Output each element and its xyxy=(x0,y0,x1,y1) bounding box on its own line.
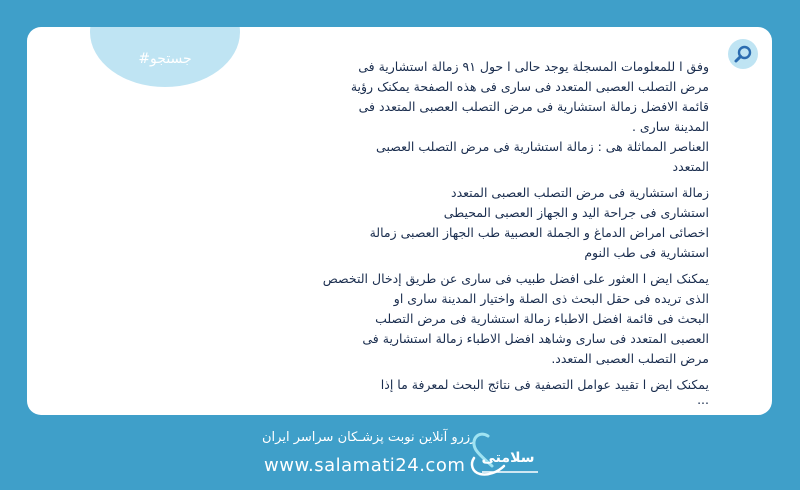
search-tag-badge[interactable] xyxy=(90,27,240,87)
text-line: مرض التصلب العصبی المتعدد. xyxy=(551,351,709,366)
search-button[interactable] xyxy=(728,39,758,69)
text-line: يمكنک ايض ا العثور علی افضل طبيب فی ساری عن طريق إدخال التخصص xyxy=(322,271,709,286)
content-card xyxy=(27,27,772,415)
footer-url-link[interactable]: www.salamati24.com xyxy=(264,455,466,476)
text-line: يمكنک ايض ا تقييد عوامل التصفية فی نتائج البحث لمعرفة ما إذا xyxy=(380,377,709,392)
text-line: قائمة الافضل زمالة استشارية فی مرض التصلب العصبی المتعدد فی xyxy=(358,99,709,114)
list-item[interactable]: زمالة استشارية فی مرض التصلب العصبی المتعدد xyxy=(451,185,709,200)
footer-tagline: رزرو آنلاین نوبت پزشـکان سراسر ایران xyxy=(262,430,477,445)
text-line: المدينة ساری . xyxy=(631,119,709,134)
search-icon xyxy=(733,44,753,64)
text-line: مرض التصلب العصبی المتعدد فی ساری فی هذه الصفحة يمكنک رؤية xyxy=(350,79,709,94)
text-line: العصبی المتعدد فی ساری وشاهد افضل الاطباء زمالة استشارية فی xyxy=(362,331,709,346)
search-tag-label: #جستجو xyxy=(138,51,192,67)
logo-text: سلامتی xyxy=(481,450,535,466)
text-line: العناصر المماثلة هی : زمالة استشارية فی مرض التصلب العصبی xyxy=(376,139,709,154)
list-item[interactable]: استشاری فی جراحة اليد و الجهاز العصبی المحيطی xyxy=(443,205,709,220)
text-line: المتعدد xyxy=(672,159,709,174)
list-item[interactable]: اخصائی امراض الدماغ و الجملة العصبية طب الجهاز العصبی زمالة xyxy=(369,225,709,240)
text-line: البحث فی قائمة افضل الاطباء زمالة استشارية فی مرض التصلب xyxy=(375,311,709,326)
ellipsis: ... xyxy=(697,395,709,405)
text-line: وفق ا للمعلومات المسجلة يوجد حالی ا حول ٩١ زمالة استشارية فی xyxy=(358,59,709,74)
list-item[interactable]: استشارية فی طب النوم xyxy=(584,245,709,260)
article-text xyxy=(319,57,709,405)
text-line: الذی تريده فی حقل البحث ذی الصلة واختيار المدينة ساری او xyxy=(393,291,709,306)
salamati-logo xyxy=(468,428,544,480)
